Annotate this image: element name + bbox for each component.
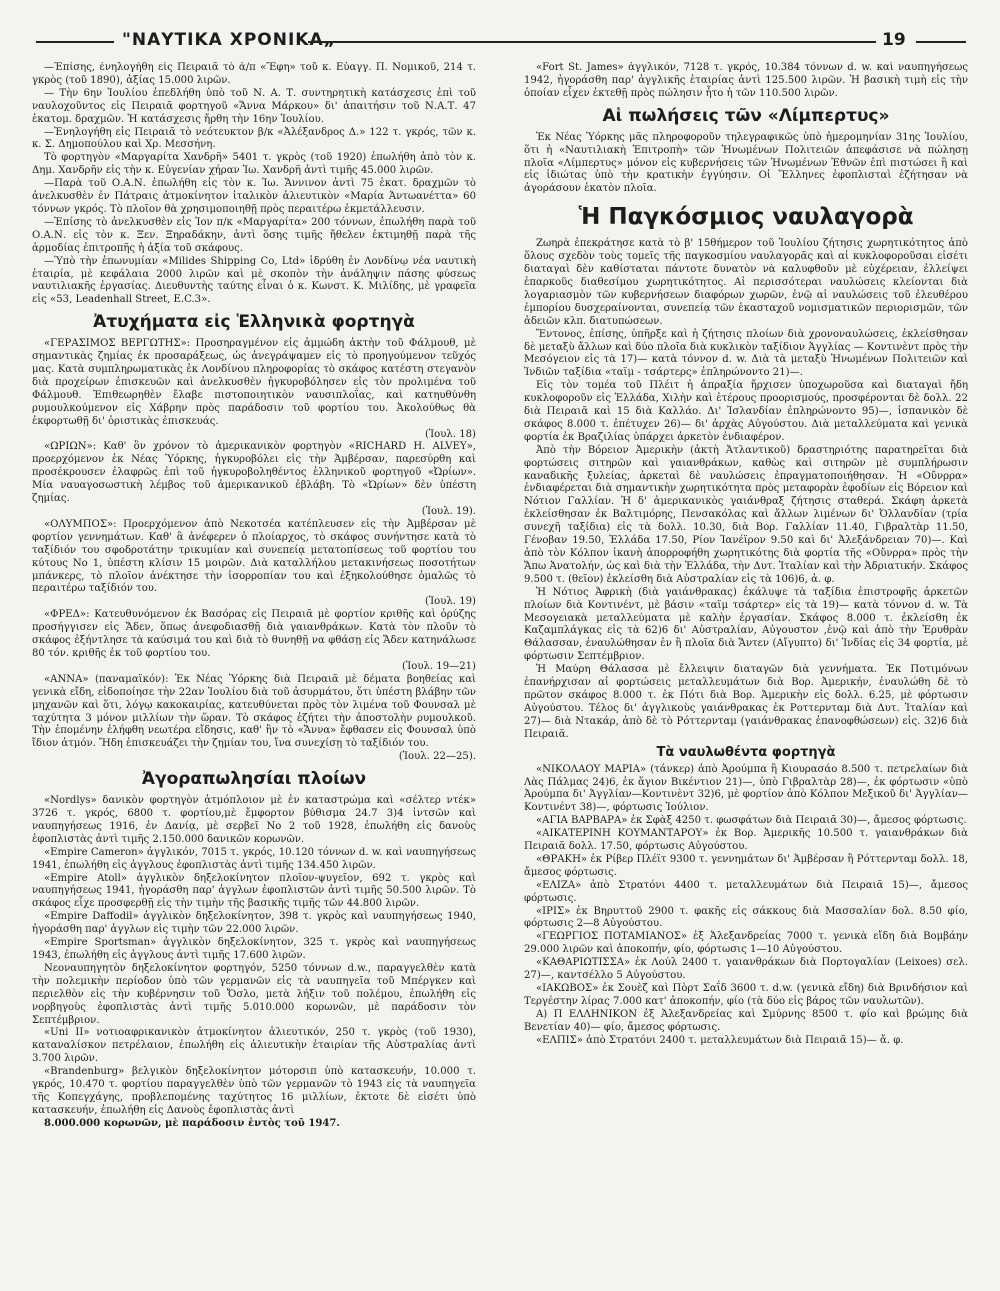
news-paragraph: —Παρὰ τοῦ Ο.Α.Ν. ἐπωλήθη εἰς τὸν κ. Ἰω. Ἄννινον ἀντὶ 75 ἑκατ. δραχμῶν τὸ ἀνελκυσθὲν ἐν Πάτραις ἀτμοκίνητον ἰταλικὸν ἁλιευτικὸν «Μαρία Ἀντωανέττα» 60 τόννων γκρός. Τὸ πλοῖον θὰ χρησιμοποιηθῇ πρὸς περαιτέρω ἐκμετάλλευσιν. xyxy=(32,178,476,215)
news-paragraph: —Ἐνηλογήθη εἰς Πειραιᾶ τὸ νεότευκτον β/κ «Ἀλέξανδρος Δ.» 122 τ. γκρός, τῶν κ. κ. Σ. Δημοπούλου καὶ Χρ. Μεσσήνη. xyxy=(32,126,476,151)
chartered-ship-item: «ΘΡΑΚΗ» ἐκ Ρίβερ Πλέϊτ 9300 τ. γεννημάτων δι' Ἀμβέρσαν ἢ Ρόττερνταμ δολλ. 18, ἄμεσος φόρτωσις. xyxy=(524,853,968,878)
accident-date: (Ἰουλ. 19). xyxy=(421,506,476,517)
chartered-ship-item: «ΑΙΚΑΤΕΡΙΝΗ ΚΟΥΜΑΝΤΑΡΟΥ» ἐκ Βορ. Ἀμερικῆς 10.500 τ. γαιανθράκων διὰ Πειραιᾶ δολλ. 17.50, φόρτωσις Αὐγούστου. xyxy=(524,828,968,853)
accident-report: «ΓΕΡΑΣΙΜΟΣ ΒΕΡΓΩΤΗΣ»: Προσηραγμένον εἰς ἀμμώδη ἀκτὴν τοῦ Φάλμουθ, μὲ σημαντικὰς ζημίας ἐκ προσαράξεως, ὡς ἀνεγράψαμεν εἰς τὸ προηγούμενον τεῦχός μας. Κατὰ συμπληρωματικὰς ἐκ Λονδίνου πληροφορίας τὸ σκάφος κατέστη στεγανὸν διὰ προχείρων ἐπισκευῶν καὶ ἀνελκυσθὲν ἠγκυροβόλησεν εἰς τὸν προλιμένα τοῦ Φάλμουθ. Ἐπιθεωρηθὲν ἔλαβε πιστοποιητικὸν ναυσιπλοΐας, καὶ κατηυθύνθη ρυμουλκούμενον εἰς Χάβρην πρὸς παράδοσιν τοῦ φορτίου του. Ἀκολούθως θὰ ἐκφορτωθῇ δι' ὁριστικὰς ἐπισκευάς. xyxy=(32,338,476,427)
freight-paragraph: Εἰς τὸν τομέα τοῦ Πλέιτ ἡ ἀπραξία ἤρχισεν ὑποχωροῦσα καὶ διαταγαὶ ἤδη κυκλοφοροῦν εἰς Ἑλλάδα, Χιλὴν καὶ ἑτέρους προορισμούς, προσφέρονται δὲ δολλ. 22 διὰ Πειραιᾶ καὶ 15 διὰ Καλλάο. Δι' Ἰσλανδίαν ἐπληρώνοντο 95)—, ἰσπανικὸν δὲ σκάφος 8.000 τ. ἐπέτυχεν 26)— δι' ἀρχὰς Αὐγούστου. Διὰ μεταλλεύματα καὶ γενικὰ φορτία ἐκ Βραζιλίας ὑπάρχει ἀρκετὸν ἐνδιαφέρον. xyxy=(524,380,968,443)
liberty-sales-heading: Αἱ πωλήσεις τῶν «Λίμπερτυς» xyxy=(602,105,890,126)
news-paragraph: Τὸ φορτηγὸν «Μαργαρίτα Χανδρῆ» 5401 τ. γκρὸς (τοῦ 1920) ἐπωλήθη ἀπὸ τὸν κ. Δημ. Χανδρῆν εἰς τὴν κ. Εὐγενίαν χήραν Ἰω. Χανδρῆ ἀντὶ τιμῆς 45.000 λιρῶν. xyxy=(32,152,476,177)
ship-sale-item: «Brandenburg» βελγικὸν δηξελοκίνητον μότορσιπ ὑπὸ κατασκευήν, 10.000 τ. γκρός, 10.470 τ. φορτίου παραγγελθὲν ὑπὸ τῶν γερμανῶν τὸ 1943 εἰς τὰ ναυπηγεῖα τῆς Κοπεγχάγης, προβλεπομένης ταχύτητος 16 μιλλίων, ἐκτοτε δὲ εἰσέτι ὑπὸ κατασκευήν, ἐπωλήθη εἰς Δανοὺς ἐφοπλιστὰς ἀντὶ xyxy=(32,1066,476,1116)
page-number: 19 xyxy=(882,30,906,50)
ship-sale-item: «Uni II» νοτιοαφρικανικὸν ἀτμοκίνητον ἁλιευτικόν, 250 τ. γκρὸς (τοῦ 1930), καταναλίσκον πετρέλαιον, ἐπωλήθη εἰς ἁλιευτικὴν ἑταιρίαν τῆς Αὐστραλίας ἀντὶ 3.700 λιρῶν. xyxy=(32,1027,476,1065)
header-rule-left xyxy=(36,41,114,43)
chartered-ship-item: «ΚΑΘΑΡΙΩΤΙΣΣΑ» ἐκ Λούλ 2400 τ. γαιανθράκων διὰ Πορτογαλίαν (Leixoes) σελ. 27)—, καντσέλλο 5 Αὐγούστου. xyxy=(524,957,968,982)
right-column xyxy=(524,62,968,1267)
chartered-ship-item: «ΙΡΙΣ» ἐκ Βηρυττοῦ 2900 τ. φακῆς εἰς σάκκους διὰ Μασσαλίαν δολ. 8.50 φίο, φόρτωσις 2—8 Αὐγούστου. xyxy=(524,905,968,930)
news-paragraph: —Ἐπίσης, ἐνηλογήθη εἰς Πειραιᾶ τὸ ἀ/π «Ἔφη» τοῦ κ. Εὐαγγ. Π. Νομικοῦ, 214 τ. γκρὸς (τοῦ 1890), ἀξίας 15.000 λιρῶν. xyxy=(32,62,476,86)
accident-date: (Ἰουλ. 22—25). xyxy=(398,751,476,763)
left-column xyxy=(32,62,476,1267)
ship-sale-item: «Empire Atoll» ἀγγλικὸν δηξελοκίνητον πλοῖον-ψυγεῖον, 692 τ. γκρὸς καὶ ναυπηγήσεως 1941, ἠγοράσθη παρ' ἀγγλων ἐφοπλιστῶν ἀντὶ τιμῆς 50.500 λιρῶν. Τὸ σκάφος εἶχε προσφερθῇ εἰς τὴν τιμὴν τῆς βασικῆς τιμῆς τῶν 44.800 λιρῶν. xyxy=(32,872,476,910)
freight-paragraph: Ἀπὸ τὴν Βόρειον Ἀμερικὴν (ἀκτὴ Ἀτλαντικοῦ) δραστηριότης παρατηρεῖται διὰ φορτώσεις σιτηρῶν καὶ γαιανθράκων, καθὼς καὶ σιτηρῶν μὲ συμπλήρωσιν καναδικῆς ξυλείας, ἀρκεταὶ δὲ ναυλώσεις ἐπραγματοποιήθησαν. Ἡ «Οὔνρρα» ἐνδιαφέρεται διὰ σημαντικὴν χωρητικότητα πρὸς μεταφορὰν ἐφοδίων εἰς Βόρειον καὶ Νότιον Γαλλίαν. Ἡ δ' ἀμερικανικὸς γαιάνθραξ ζήτησις σταθερά. Σκάφη ἀρκετὰ ἐκλείσθησαν ἐκ Βαλτιμόρης, Πενσακόλας καὶ ἄλλων λιμένων δι' Ὀλλανδίαν (τρία συνεχῆ ταξίδια) εἰς τὰ δολλ. 10.30, διὰ Βορ. Γαλλίαν 11.40, Γιβραλτὰρ 11.50, Γένοβαν 19.50, Ἑλλάδα 17.50, Ρίον Ἰανέϊρον 9.50 καὶ δι' Ἀλεξάνδρειαν 70)—. Καὶ ἀπὸ τὸν Κόλπον ἱκανὴ ἀπορροφήθη χωρητικότης διὰ φορτία τῆς «Οὔνρρα» πρὸς τὴν Ἄπω Ἀνατολήν, ὡς καὶ διὰ τὴν Ἑλλάδα, τὴν Δυτ. Ἰταλίαν καὶ τὴν Ἀδριατικήν. Σκάφος 9.500 τ. (θεῖον) ἐκλείσθη διὰ Αὐστραλίαν εἰς τὰ 106)6, ἀ. φ. xyxy=(524,444,968,585)
ship-sales-heading: Ἀγοραπωλησίαι πλοίων xyxy=(141,769,367,790)
chartered-ship-item: «ΑΓΙΑ ΒΑΡΒΑΡΑ» ἐκ Σφὰξ 4250 τ. φωσφάτων διὰ Πειραιᾶ 30)—, ἄμεσος φόρτωσις. xyxy=(536,815,967,827)
news-paragraph: —Ἐπίσης τὸ ἀνελκυσθὲν εἰς Ἰον π/κ «Μαργαρίτα» 200 τόννων, ἐπωλήθη παρὰ τοῦ Ο.Α.Ν. εἰς τὸν κ. Ξεν. Ξηραδάκην, ἀντὶ ὅσης τιμῆς ἤθελεν ἐκτιμηθῇ παρὰ τῆς ἁρμοδίας ἐπιτροπῆς ἡ ἀξία τοῦ σκάφους. xyxy=(32,216,476,254)
chartered-ship-item: «ΓΕΩΡΓΙΟΣ ΠΟΤΑΜΙΑΝΟΣ» ἐξ Ἀλεξανδρείας 7000 τ. γενικὰ εἴδη διὰ Βομβάην 29.000 λιρῶν καὶ ἀποκοπήν, φίο, φόρτωσις 1—10 Αὐγούστου. xyxy=(524,931,968,956)
page-header xyxy=(36,30,966,52)
accident-date: (Ἰουλ. 18) xyxy=(424,428,476,440)
chartered-ship-item: Α) Π ΕΛΛΗΝΙΚΟΝ ἐξ Ἀλεξανδρείας καὶ Σμύρνης 8500 τ. φίο καὶ βρώμης διὰ Βενετίαν 40)— φίο, ἄμεσος φόρτωσις. xyxy=(524,1008,968,1033)
accident-report: «ΑΝΝΑ» (παναμαϊκόν): Ἐκ Νέας Ὑόρκης διὰ Πειραιᾶ μὲ δέματα βοηθείας καὶ γενικὰ εἴδη, εἰδοποίησε τὴν 22αν Ἰουλίου διὰ τοῦ ἀσυρμάτου, ὅτι ὑπέστη βλάβην τῶν μηχανῶν καὶ ὅτι, λόγῳ κακοκαιρίας, κατευθύνεται πρὸς τὸν λιμένα τοῦ Φουνσαλ μὲ ταχύτητα 3 μόνον μιλλίων τὴν ὥραν. Τὸ σκάφος ἐζήτει τὴν ἀποστολὴν ρυμουλκοῦ. Τὴν ἐπομένην ἐλήφθη νεωτέρα εἴδησις, καθ' ἣν τὸ «Ἄννα» ἔφθασεν εἰς Φουνσαλ ὑπὸ ἴδιον ἀτμόν. Ἤδη ἐπισκευάζει τὴν ζημίαν του, ἵνα συνεχίσῃ τὸ ταξίδιόν του. xyxy=(32,673,476,750)
chartered-ship-item: «ΕΛΙΖΑ» ἀπὸ Στρατόνι 4400 τ. μεταλλευμάτων διὰ Πειραιᾶ 15)—, ἄμεσος φόρτωσις. xyxy=(524,879,968,904)
chartered-ship-item: «ΝΙΚΟΛΑΟΥ ΜΑΡΙΑ» (τάνκερ) ἀπὸ Ἀρούμπα ἢ Κιουρασάο 8.500 τ. πετρελαίων διὰ Λὰς Πάλμας 24)6, ἐκ ἅγιον Βικέντιον 21)—, ὑπὸ Γιβραλτὰρ 28)—, ἐκ φόρτωσιν «ὑπὸ Ἀρούμπα δι' Ἀγγλίαν—Κοντινὲντ 32)6, μὲ φορτίον ἀπὸ Κόλπον Μεξικοῦ δι' Ἀγγλίαν—Κοντινέντ 38)—, φόρτωσις Ἰούλιον. xyxy=(524,763,968,814)
freight-paragraph: Ζωηρὰ ἐπεκράτησε κατὰ τὸ β' 15θήμερον τοῦ Ἰουλίου ζήτησις χωρητικότητος ἀπὸ ὅλους σχεδὸν τοὺς τομεῖς τῆς παγκοσμίου ναυλαγορᾶς καὶ αἱ κυκλοφοροῦσαι εἰσέτι διαταγαὶ δὲν καθίσταται πάντοτε δυνατὸν νὰ καλυφθοῦν μὲ εὐχέρειαν, ἐλλείψει ἐπαρκοῦς διαθεσίμου χωρητικότητος. Αἱ περισσότεραι ναυλώσεις κλείονται διὰ λογαριασμὸν τῶν κυβερνήσεων διαφόρων χωρῶν, ἐνῷ αἱ ναυλώσεις τοῦ ἐλευθέρου ἐμπορίου δυσχεραίνονται, συνεπείᾳ τῶν ἑκασταχοῦ νομισματικῶν περιορισμῶν, τῶν ἀδειῶν κλπ. διατυπώσεων. xyxy=(524,238,968,327)
accident-report: «ΟΛΥΜΠΟΣ»: Προερχόμενον ἀπὸ Νεκοτσέα κατέπλευσεν εἰς τὴν Ἀμβέρσαν μὲ φορτίον γεννημάτων. Καθ' ἃ ἀνέφερεν ὁ πλοίαρχος, τὸ σκάφος συνήντησε κατὰ τὸ ταξίδιόν του σφοδροτάτην τρικυμίαν καὶ συνεπείᾳ μετατοπίσεως τοῦ φορτίου του κύτους Νο 1, ὑπέστη κλίσιν 15 μοιρῶν. Διὰ καταλλήλου μετακινήσεως ποσοτήτων μπάνκερς, τὸ πλοῖον ἀνέκτησε τὴν ἰσορροπίαν του καὶ ἐξηκολούθησε ὁμαλῶς τὸ περαιτέρω ταξίδιόν του. xyxy=(32,518,476,595)
accident-date: (Ἰουλ. 19—21) xyxy=(402,660,476,672)
ship-sale-item-last-line: 8.000.000 κορωνῶν, μὲ παράδοσιν ἐντὸς τοῦ 1947. xyxy=(44,1117,340,1129)
chartered-ships-heading: Τὰ ναυλωθέντα φορτηγὰ xyxy=(656,744,836,760)
accident-date: (Ἰουλ. 19) xyxy=(424,596,476,608)
news-paragraph: — Τὴν 6ην Ἰουλίου ἐπεδλήθη ὑπὸ τοῦ Ν. Α. Τ. συντηρητικὴ κατάσχεσις ἐπὶ τοῦ ναυλοχοῦντος εἰς Πειραιᾶ φορτηγοῦ «Ἄννα Μάρκου» δι' ἀπαιτήσιν τοῦ Ν.Α.Τ. 47 ἑκατομ. δραχμῶν. Ἡ κατάσχεσις ἤρθη τὴν 16ην Ἰουλίου. xyxy=(32,87,476,125)
accident-report: «ΦΡΕΔ»: Κατευθυνόμενον ἐκ Βασόρας εἰς Πειραιᾶ μὲ φορτίον κριθῆς καὶ ὀρύζης προσήγγισεν εἰς Ἄδεν, ὅπως ἀνεφοδιασθῇ διὰ γαιανθράκων. Κατὰ τὸν πλοῦν τὸ σκάφος ἐξήντλησε τὰ καύσιμά του καὶ διὰ τὸ θυνηθῇ να φθάσῃ εἰς Ἄδεν κατηνάλωσε 80 τόν. κριθῆς ἐκ τοῦ φορτίου του. xyxy=(32,609,476,659)
ship-sale-item: «Nordlys» δανικὸν φορτηγὸν ἀτμόπλοιον μὲ ἐν καταστρώμα καὶ «σέλτερ ντέκ» 3726 τ. γκρός, 6800 τ. φορτίου,μὲ ἔμφορτον βύθισμα 24.7 3)4 ἰντσῶν καὶ ναυπηγήσεως 1916, ἐν Δανίᾳ, μὲ σερβεῖ Νο 2 τοῦ 1928, ἐπωλήθη εἰς δανοὺς ἐφοπλιστὰς ἀντὶ τιμῆς 2.150.000 δανικῶν κορωνῶν. xyxy=(32,795,476,845)
header-rule-right xyxy=(916,41,966,43)
chartered-ship-item: «ΙΑΚΩΒΟΣ» ἐκ Σουὲζ καὶ Πὸρτ Σαΐδ 3600 τ. d.w. (γενικὰ εἴδη) διὰ Βρινδήσιον καὶ Τεργέστην λίρας 7.000 κατ' ἀποκοπήν, φίο (τὰ δύο εἰς βάρος τῶν ναυλωτῶν). xyxy=(524,983,968,1007)
accidents-heading: Ἀτυχήματα εἰς Ἑλληνικὰ φορτηγὰ xyxy=(93,312,415,333)
liberty-sales-text: Ἐκ Νέας Ὑόρκης μᾶς πληροφοροῦν τηλεγραφικῶς ὑπὸ ἡμερομηνίαν 31ης Ἰουλίου, ὅτι ἡ «Ναυτιλιακὴ Ἐπιτροπὴ» τῶν Ἡνωμένων Πολιτειῶν ἀπεφάσισε νὰ πώλησῃ πλοῖα «Λίμπερτυς» μόνον εἰς κυβερνήσεις τῶν Ἡνωμένων Ἐθνῶν ἐπὶ πιστώσει ἢ καὶ εἰς ἰδιώτας ὑπὸ τὴν κρατικὴν ἐγγύησιν. Οἱ Ἕλληνες ἐφοπλισταὶ ἐζήτησαν νὰ ἀγοράσουν ἑκατὸν πλοῖα. xyxy=(524,131,968,195)
freight-paragraph: Ἡ Νότιος Ἀφρικὴ (διὰ γαιάνθρακας) ἐκάλυψε τὰ ταξίδια ἐπιστροφῆς ἀρκετῶν πλοίων διὰ Κοντινέντ, μὲ βάσιν «ταϊμ τσάρτερ» εἰς τὰ 19)— κατὰ τόννον d. w. Τὰ Μεσογειακὰ μεταλλεύματα μὲ καλὴν ἐργασίαν. Σκάφος 8.000 τ. ἐκλείσθη ἐκ Καζαμπλάγκας εἰς τὰ 62)6 δι' Αὐστραλίαν, Αὐγουστον ,ἐνῷ καὶ ἀπὸ τὴν Ἐρυθρὰν Θάλασσαν, ἐναυλώθησαν ἐν ἢ πλοῖα διὰ Ἄντεν (Αἴγυπτο) δι' Ἰνδίας εἰς 34 φορτία, μὲ φόρτωσιν Σεπτέμβριον. xyxy=(524,586,968,663)
header-rule-middle xyxy=(308,41,876,43)
journal-title: "ΝΑΥΤΙΚΑ ΧΡΟΝΙΚΑ„ xyxy=(122,30,336,50)
ship-sale-item: «Empire Daffodil» ἀγγλικὸν δηξελοκίνητον, 398 τ. γκρὸς καὶ ναυπηγήσεως 1940, ἠγοράσθη παρ' ἀγγλων εἰς τιμὴν τῶν 22.000 λιρῶν. xyxy=(32,911,476,936)
freight-market-heading: Ἡ Παγκόσμιος ναυλαγορὰ xyxy=(578,204,914,231)
ship-sale-item: «Empire Sportsman» ἀγγλικὸν δηξελοκίνητον, 325 τ. γκρὸς καὶ ναυπηγήσεως 1943, ἐπωλήθη εἰς ἀγγλους ἀντὶ τιμῆς 17.600 λιρῶν. xyxy=(32,937,476,961)
chartered-ship-item: «ΕΛΠΙΣ» ἀπὸ Στρατόνι 2400 τ. μεταλλευμάτων διὰ Πειραιᾶ 15)— ἄ. φ. xyxy=(536,1034,904,1046)
ship-sale-item: Νεοναυπηγητὸν δηξελοκίνητον φορτηγόν, 5250 τόννων d.w., παραγγελθὲν κατὰ τὴν πολεμικὴν περίοδον ὑπὸ τῶν γερμανῶν εἰς τὰ ναυπηγεῖα τοῦ Μπέργκεν καὶ περιελθὸν εἰς τὴν κυβέρνησιν τοῦ Ὄσλο, μετὰ λήξιν τοῦ πολέμου, ἐπωλήθη εἰς νορβηγοὺς ἐφοπλιστὰς ἀντὶ τιμῆς 5.010.000 κορωνῶν, μὲ παράδοσιν τὸν Σεπτέμβριον. xyxy=(32,962,476,1026)
accident-report: «ΩΡΙΩΝ»: Καθ' ὃν χρόνον τὸ ἀμερικανικὸν φορτηγὸν «RICHARD H. ALVEY», προερχόμενον ἐκ Νέας Ὑόρκης, ἠγκυροβόλει εἰς τὴν Ἀμβέρσαν, παρεσύρθη καὶ προσέκρουσεν ἐλαφρῶς ἐπὶ τοῦ ἠγκυροβοληθέντος ἑλληνικοῦ φορτηγοῦ «Ὠρίων». Μία ναυαγοσωστικὴ λέμβος τοῦ ἀμερικανικοῦ ἐβλάβη. Τὸ «Ὠρίων» δὲν ὑπέστη ζημίας. xyxy=(32,441,476,505)
ship-sale-item: «Empire Cameron» ἀγγλικόν, 7015 τ. γκρός, 10.120 τόννων d. w. καὶ ναυπηγήσεως 1941, ἐπωλήθη εἰς ἀγγλους ἐφοπλιστὰς ἀντὶ τιμῆς 134.450 λιρῶν. xyxy=(32,846,476,871)
news-paragraph: —Ὑπὸ τὴν ἐπωνυμίαν «Milides Shipping Co, Ltd» ἱδρύθη ἐν Λονδίνῳ νέα ναυτικὴ ἑταιρία, μὲ κεφάλαια 2000 λιρῶν καὶ μὲ σκοπὸν τὴν ἀνάληψιν πάσης φύσεως ναυτιλιακῆς ἐργασίας. Διευθυντὴς ταύτης εἶναι ὁ κ. Κωνστ. Κ. Μιλίδης, μὲ γραφεῖα εἰς «53, Leadenhall Street, E.C.3». xyxy=(32,255,476,306)
freight-paragraph: Ἡ Μαύρη Θάλασσα μὲ ἔλλειψιν διαταγῶν διὰ γεννήματα. Ἐκ Ποτιμόνων ἐπανήρχισαν αἱ φορτώσεις μεταλλευμάτων διὰ Βορ. Ἀμερικήν, ἐναυλώθη δὲ τὸ πρῶτον σκάφος 8.000 τ. ἐκ Πότι διὰ Βορ. Ἀμερικὴν εἰς δολλ. 6.25, μὲ φόρτωσιν Αὐγούστου. Τέλος δι' ἀγγλικοὺς γαιάνθρακας ἐκ Ροττερνταμ διὰ Δυτ. Ἰταλίαν καὶ 27)— διὰ Ντακάρ, ἀπὸ δὲ τὸ Ρόττερνταμ (γαιάνθρακας ἐπανοφθώσεων) εἰς. 32)6 διὰ Πειραιᾶ. xyxy=(524,664,968,740)
ship-sale-item: «Fort St. James» ἀγγλικόν, 7128 τ. γκρός, 10.384 τόννων d. w. καὶ ναυπηγήσεως 1942, ἠγοράσθη παρ' ἀγγλικῆς ἑταιρίας ἀντὶ 125.500 λιρῶν. Ἡ βασικὴ τιμὴ εἰς τὴν ὁποίαν εἶχεν ἐκτεθῇ πρὸς πώλησιν ἦτο ἡ τῶν 110.500 λιρῶν. xyxy=(524,62,968,99)
freight-paragraph: Ἔντονος, ἐπίσης, ὑπῆρξε καὶ ἡ ζήτησις πλοίων διὰ χρονοναυλώσεις, ἐκλείσθησαν δὲ μεταξὺ ἄλλων καὶ δύο πλοῖα διὰ κυκλικὸν ταξίδιον Ἀγγλίας — Κοντινὲντ πρὸς τὴν Μεσόγειον εἰς τὰ 17)— κατὰ τόννον d. w. Διὰ τὰ μεταξὺ Ἡνωμένων Πολιτειῶν καὶ Ἰνδιῶν ταξίδια «ταϊμ - τσάρτερς» ἐπληρώνοντο 21)—. xyxy=(524,328,968,379)
